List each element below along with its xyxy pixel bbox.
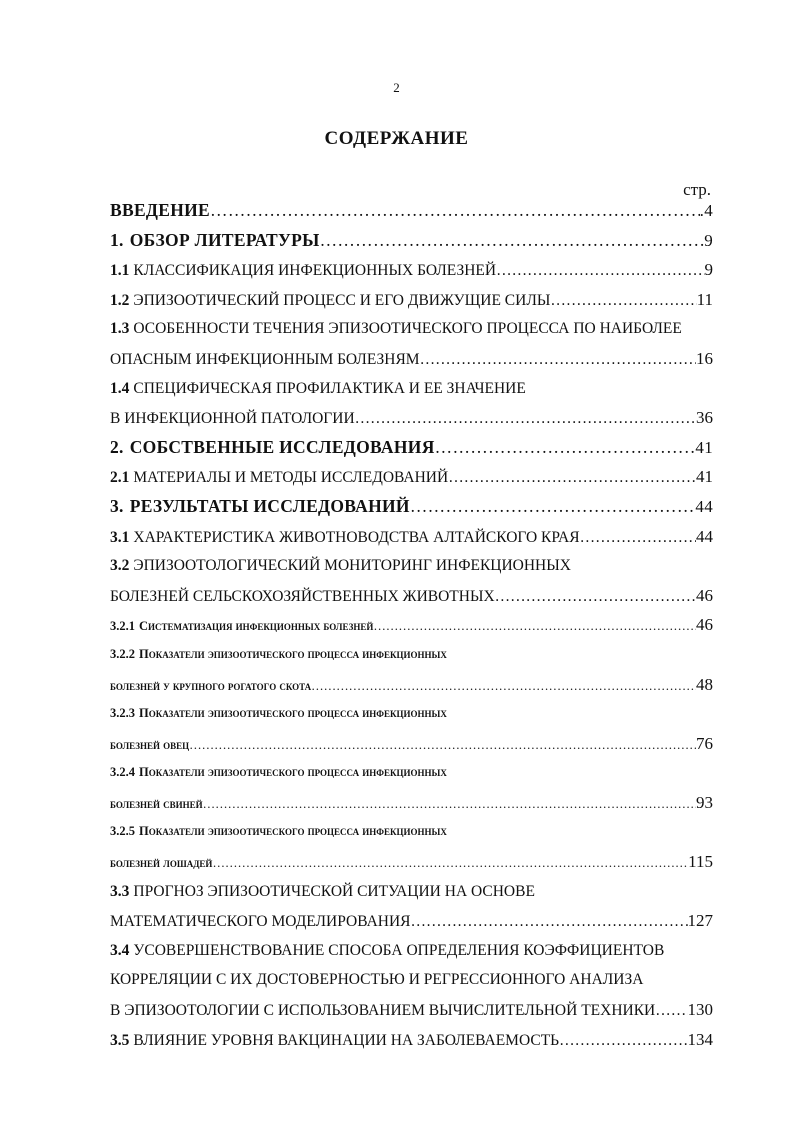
- dot-leader: [496, 256, 704, 286]
- toc-line: [110, 285, 713, 315]
- toc-line: [110, 403, 713, 433]
- toc-page-number: 16: [696, 348, 713, 368]
- toc-entry-number: 1.3: [110, 320, 130, 338]
- toc-page-number: 76: [696, 733, 713, 753]
- dot-leader: [580, 523, 696, 553]
- toc-line: [110, 344, 713, 374]
- dot-leader: [420, 345, 696, 375]
- dot-leader: [550, 286, 696, 316]
- toc-line: [110, 522, 713, 552]
- toc-entry-title: ОСОБЕННОСТИ ТЕЧЕНИЯ ЭПИЗООТИЧЕСКОГО ПРОЦЕССА ПО НАИБОЛЕЕ: [133, 320, 682, 338]
- toc-page-number: 9: [704, 230, 713, 250]
- toc-entry-number: 3.4: [110, 941, 130, 959]
- toc-entry-number: 3.3: [110, 882, 130, 900]
- dot-leader: [189, 731, 696, 761]
- toc-entry-title: болезней овец: [110, 737, 190, 752]
- toc-entry-title: МАТЕМАТИЧЕСКОГО МОДЕЛИРОВАНИЯ: [110, 913, 411, 931]
- dot-leader: [495, 582, 696, 612]
- toc-entry-title: В ЭПИЗООТОЛОГИИ С ИСПОЛЬЗОВАНИЕМ ВЫЧИСЛИТЕЛЬНОЙ ТЕХНИКИ: [110, 1002, 656, 1020]
- toc-entry-number: 1.1: [110, 262, 130, 280]
- toc-line: [110, 314, 713, 344]
- toc-line: [110, 374, 713, 404]
- toc-entry: [110, 314, 713, 373]
- toc-page-number: 134: [687, 1029, 713, 1049]
- dot-leader: [411, 907, 688, 937]
- toc-entry: [110, 1025, 713, 1055]
- toc-entry: [110, 699, 713, 758]
- dot-leader: [373, 612, 696, 642]
- toc-entry: [110, 196, 713, 226]
- toc-entry-number: 3.: [110, 495, 124, 516]
- dot-leader: [355, 404, 696, 434]
- toc-entry: [110, 374, 713, 433]
- toc-page-number: 115: [688, 852, 713, 872]
- toc-page-number: 11: [696, 289, 713, 309]
- dot-leader: [320, 226, 705, 256]
- toc-entry-number: 1.4: [110, 379, 130, 397]
- toc-line: [110, 847, 713, 877]
- toc-page-number: 93: [696, 792, 713, 812]
- toc-entry: [110, 285, 713, 315]
- toc-entry-title: КЛАССИФИКАЦИЯ ИНФЕКЦИОННЫХ БОЛЕЗНЕЙ: [133, 262, 497, 280]
- toc-page-number: 44: [696, 526, 713, 546]
- toc-entry: [110, 817, 713, 876]
- toc-line: [110, 462, 713, 492]
- toc-page-number: 41: [696, 467, 713, 487]
- toc-line: [110, 729, 713, 759]
- toc-entry-title: СПЕЦИФИЧЕСКАЯ ПРОФИЛАКТИКА И ЕЕ ЗНАЧЕНИЕ: [133, 379, 526, 397]
- page-column-label: стр.: [683, 180, 711, 199]
- toc-entry-title: Показатели эпизоотического процесса инфекционных: [139, 646, 447, 661]
- toc-line: [110, 699, 713, 729]
- toc-line: [110, 817, 713, 847]
- toc-line: [110, 581, 713, 611]
- toc-entry-number: 3.5: [110, 1031, 130, 1049]
- toc-entry: [110, 640, 713, 699]
- dot-leader: [311, 672, 696, 702]
- toc-entry-number: 3.2.5: [110, 824, 135, 839]
- toc-entry: [110, 255, 713, 285]
- toc-entry-number: 3.2.2: [110, 646, 135, 661]
- toc-entry-number: 3.2.1: [110, 619, 135, 634]
- toc-entry-title: КОРРЕЛЯЦИИ С ИХ ДОСТОВЕРНОСТЬЮ И РЕГРЕССИОННОГО АНАЛИЗА: [110, 971, 644, 989]
- toc-page-number: 46: [696, 585, 713, 605]
- toc-entry-title: ЭПИЗООТОЛОГИЧЕСКИЙ МОНИТОРИНГ ИНФЕКЦИОННЫХ: [133, 557, 571, 575]
- toc-entry-title: Систематизация инфекционных болезней: [139, 619, 374, 634]
- toc-page-number: 127: [687, 911, 713, 931]
- toc-entry-title: МАТЕРИАЛЫ И МЕТОДЫ ИССЛЕДОВАНИЙ: [133, 469, 449, 487]
- toc-entry-title: Показатели эпизоотического процесса инфекционных: [139, 824, 447, 839]
- toc-entry-title: болезней у крупного рогатого скота: [110, 678, 312, 693]
- dot-leader: [655, 996, 687, 1026]
- toc-entry-title: ЭПИЗООТИЧЕСКИЙ ПРОЦЕСС И ЕГО ДВИЖУЩИЕ СИЛЫ: [133, 291, 551, 309]
- toc-entry-title: ВЛИЯНИЕ УРОВНЯ ВАКЦИНАЦИИ НА ЗАБОЛЕВАЕМОСТЬ: [133, 1031, 560, 1049]
- toc-line: [110, 995, 713, 1025]
- toc-entry-title: ПРОГНОЗ ЭПИЗООТИЧЕСКОЙ СИТУАЦИИ НА ОСНОВЕ: [133, 882, 535, 900]
- toc-entry: [110, 462, 713, 492]
- toc-entry-title: ХАРАКТЕРИСТИКА ЖИВОТНОВОДСТВА АЛТАЙСКОГО КРАЯ: [133, 528, 580, 546]
- toc-page-number: 41: [695, 437, 713, 457]
- toc-line: [110, 906, 713, 936]
- toc-line: [110, 610, 713, 640]
- toc-line: [110, 196, 713, 226]
- dot-leader: [435, 433, 696, 463]
- toc-line: [110, 1025, 713, 1055]
- toc-entry-title: БОЛЕЗНЕЙ СЕЛЬСКОХОЗЯЙСТВЕННЫХ ЖИВОТНЫХ: [110, 587, 495, 605]
- dot-leader: [448, 463, 696, 493]
- toc-line: [110, 433, 713, 463]
- page-title: СОДЕРЖАНИЕ: [324, 128, 469, 149]
- toc-line: [110, 965, 713, 995]
- toc-line: [110, 877, 713, 907]
- toc-line: [110, 758, 713, 788]
- toc-entry-number: 2.: [110, 436, 124, 457]
- dot-leader: [203, 790, 696, 820]
- dot-leader: [559, 1026, 687, 1056]
- toc-line: [110, 788, 713, 818]
- toc-entry-title: болезней лошадей: [110, 856, 213, 871]
- dot-leader: [210, 196, 700, 226]
- toc-entry-title: СОБСТВЕННЫЕ ИССЛЕДОВАНИЯ: [129, 436, 435, 457]
- toc-line: [110, 670, 713, 700]
- toc-page-number: 44: [695, 496, 713, 516]
- toc-page-number: 130: [687, 1000, 713, 1020]
- toc-page-number: .4: [699, 201, 713, 220]
- toc-entry-number: 2.1: [110, 469, 130, 487]
- dot-leader: [212, 849, 688, 879]
- toc-page-number: 9: [704, 260, 713, 280]
- toc-line: [110, 492, 713, 522]
- toc-entry-title: Показатели эпизоотического процесса инфекционных: [139, 765, 447, 780]
- dot-leader: [410, 492, 696, 522]
- toc-page-number: 36: [696, 408, 713, 428]
- toc-line: [110, 255, 713, 285]
- toc-entry: [110, 522, 713, 552]
- toc-line: [110, 640, 713, 670]
- toc-entry-number: 1.: [110, 229, 124, 250]
- toc-entry-title: Показатели эпизоотического процесса инфекционных: [139, 706, 447, 721]
- toc-entry-number: 3.2.4: [110, 765, 135, 780]
- toc-entry-number: 1.2: [110, 291, 130, 309]
- toc-line: [110, 936, 713, 966]
- toc-page-number: 46: [696, 615, 713, 635]
- page-number: 2: [393, 80, 400, 95]
- toc-page-number: 48: [696, 674, 713, 694]
- toc-entry: [110, 226, 713, 256]
- table-of-contents: [110, 196, 713, 1054]
- toc-entry-title: В ИНФЕКЦИОННОЙ ПАТОЛОГИИ: [110, 410, 355, 428]
- toc-entry: [110, 758, 713, 817]
- toc-entry: [110, 492, 713, 522]
- toc-entry-title: ОБЗОР ЛИТЕРАТУРЫ: [129, 229, 320, 250]
- toc-entry-title: РЕЗУЛЬТАТЫ ИССЛЕДОВАНИЙ: [129, 495, 410, 516]
- toc-line: [110, 551, 713, 581]
- toc-entry: [110, 877, 713, 936]
- toc-entry: [110, 610, 713, 640]
- toc-entry-title: ОПАСНЫМ ИНФЕКЦИОННЫМ БОЛЕЗНЯМ: [110, 350, 420, 368]
- toc-entry: [110, 551, 713, 610]
- toc-entry-title: ВВЕДЕНИЕ: [110, 200, 211, 220]
- toc-entry-number: 3.2: [110, 557, 130, 575]
- toc-entry: [110, 936, 713, 1025]
- toc-entry-title: УСОВЕРШЕНСТВОВАНИЕ СПОСОБА ОПРЕДЕЛЕНИЯ КОЭФФИЦИЕНТОВ: [133, 941, 665, 959]
- toc-line: [110, 226, 713, 256]
- toc-entry-number: 3.2.3: [110, 706, 135, 721]
- toc-entry: [110, 433, 713, 463]
- toc-entry-title: болезней свиней: [110, 796, 203, 811]
- toc-entry-number: 3.1: [110, 528, 130, 546]
